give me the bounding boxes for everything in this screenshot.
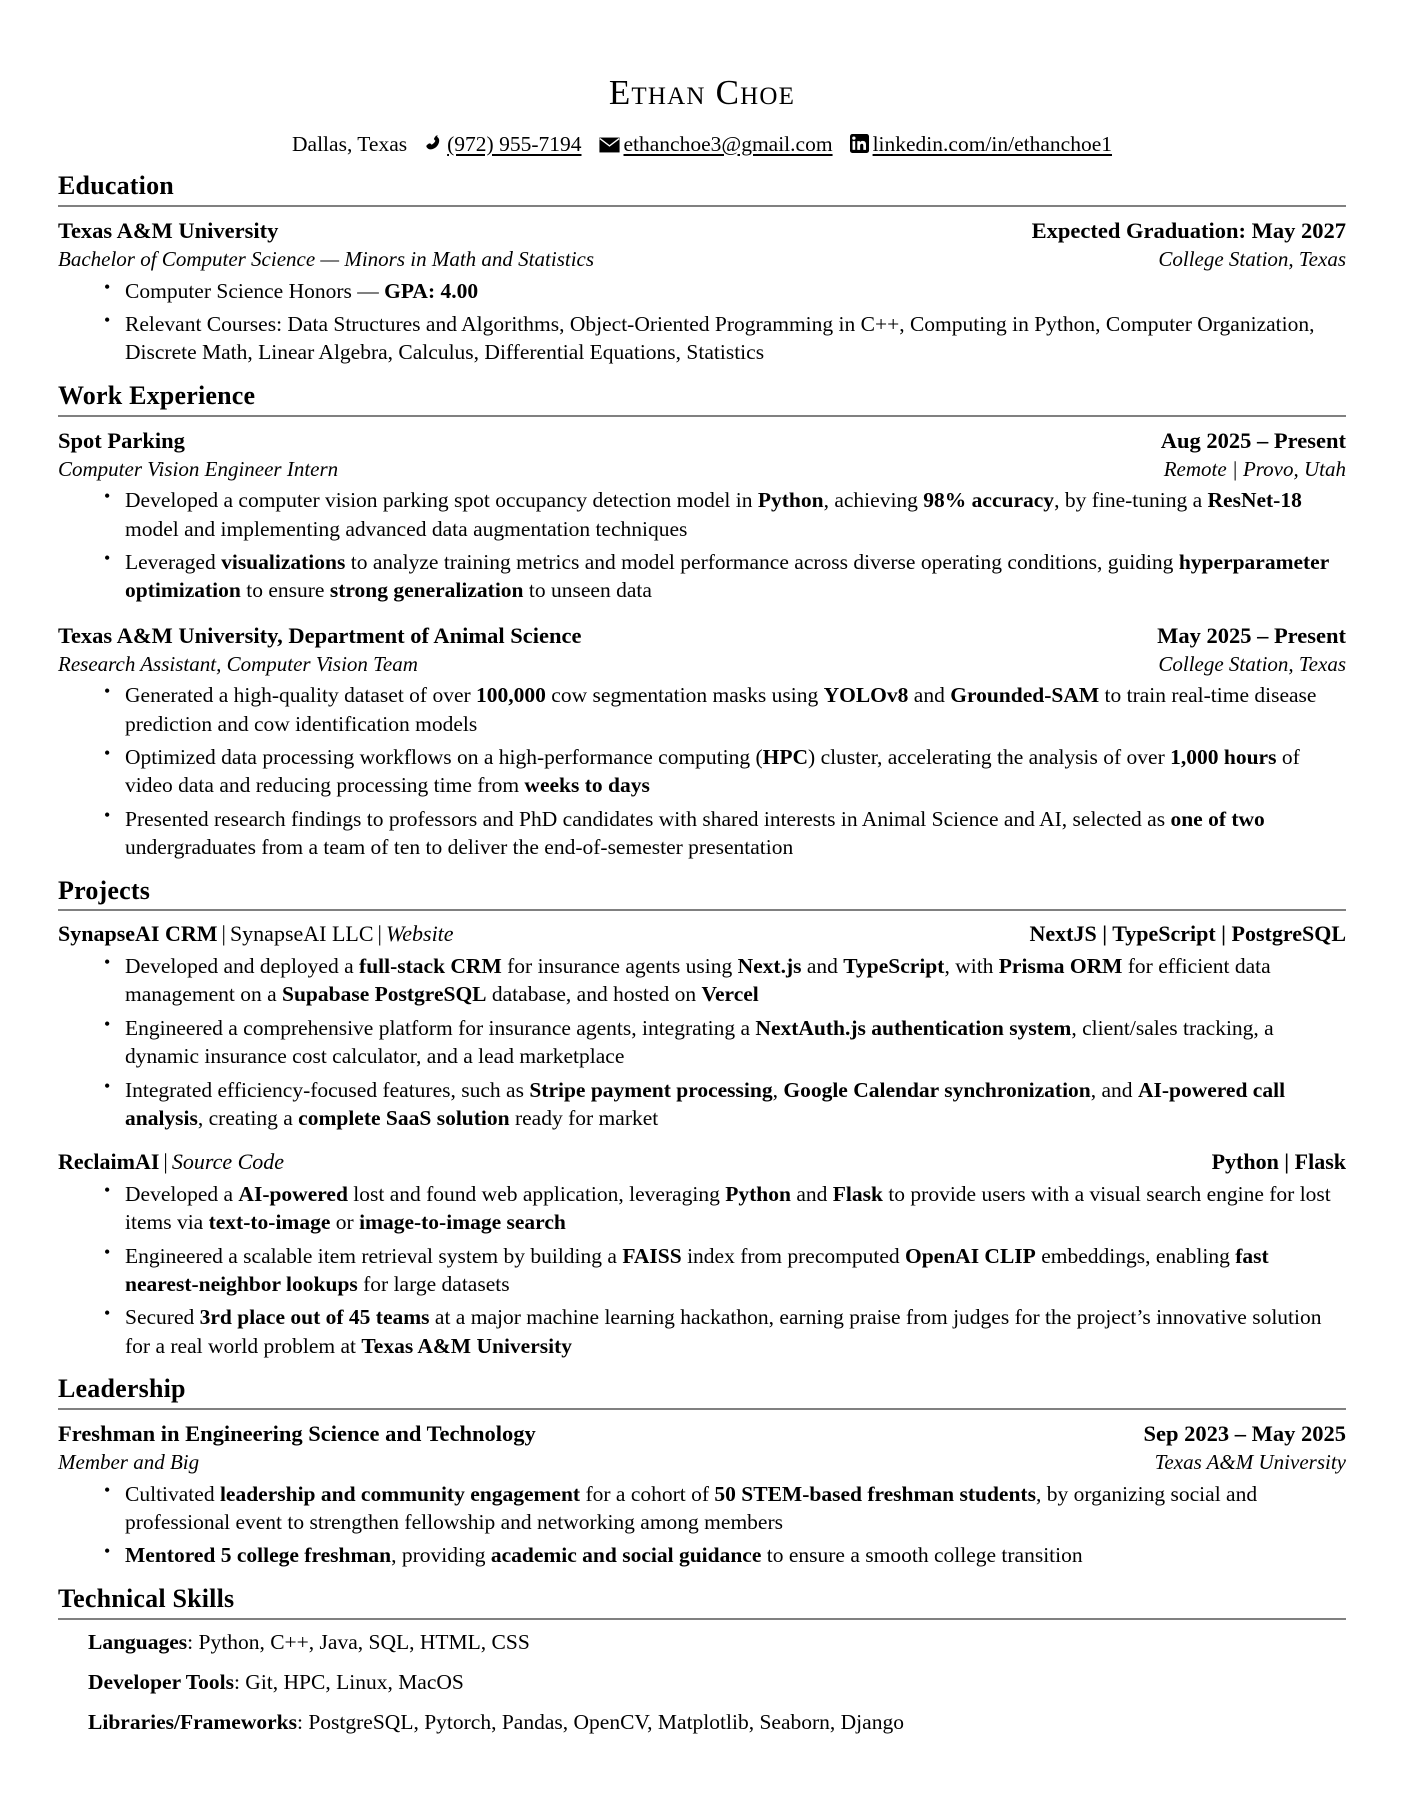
contact-line	[58, 132, 1346, 158]
work-role: Research Assistant, Computer Vision Team	[58, 652, 418, 677]
contact-location: Dallas, Texas	[292, 131, 408, 156]
entry-top-row	[58, 920, 1346, 949]
section-title-work-experience: Work Experience	[58, 380, 256, 410]
section-title-projects: Projects	[58, 875, 151, 905]
work-entry	[58, 621, 1346, 862]
section-divider	[58, 1618, 1346, 1620]
contact-email[interactable]: ethanchoe3@gmail.com	[623, 131, 833, 156]
project-name: ReclaimAI	[58, 1149, 160, 1175]
section-title-technical-skills: Technical Skills	[58, 1583, 235, 1613]
project-link[interactable]: Website	[385, 921, 454, 947]
project-org: SynapseAI LLC	[229, 921, 374, 947]
bullet-item: • Relevant Courses: Data Structures and Algorithms, Object-Oriented Programming in C++, Computing in Python, Computer Organization, Discrete Math, Linear Algebra, Calculus, Differential Equations, Statistics	[104, 310, 1346, 367]
work-bullets	[58, 681, 1346, 861]
leadership-location: Texas A&M University	[1154, 1450, 1346, 1475]
bullet-item: • Developed a AI-powered lost and found web application, leveraging Python and Flask to provide users with a visual search engine for lost items via text-to-image or image-to-image search	[104, 1180, 1346, 1237]
leadership-bullets	[58, 1480, 1346, 1570]
skill-line	[88, 1709, 1346, 1737]
section-divider	[58, 205, 1346, 207]
skill-line	[88, 1669, 1346, 1697]
section-work-experience	[58, 381, 1346, 862]
section-education	[58, 171, 1346, 367]
project-link[interactable]: Source Code	[171, 1149, 285, 1175]
work-location: College Station, Texas	[1158, 652, 1346, 677]
section-title-education: Education	[58, 171, 174, 201]
entry-sub-row	[58, 1448, 1346, 1476]
work-date: May 2025 – Present	[1157, 622, 1346, 648]
work-date: Aug 2025 – Present	[1160, 427, 1346, 453]
contact-phone[interactable]: (972) 955-7194	[447, 131, 582, 156]
separator: |	[163, 1149, 168, 1175]
bullet-item: • Presented research findings to professors and PhD candidates with shared interests in Animal Science and AI, selected as one of two undergraduates from a team of ten to deliver the end-of-semester presentation	[104, 805, 1346, 862]
section-title-leadership: Leadership	[58, 1374, 186, 1404]
work-bullets	[58, 486, 1346, 605]
section-technical-skills	[58, 1584, 1346, 1737]
work-org: Spot Parking	[58, 427, 185, 453]
bullet-item: • Integrated efficiency-focused features, such as Stripe payment processing, Google Calendar synchronization, and AI-powered call analysis, creating a complete SaaS solution ready for market	[104, 1076, 1346, 1133]
project-tech-stack: Python | Flask	[1211, 1149, 1346, 1175]
work-org: Texas A&M University, Department of Animal Science	[58, 622, 582, 648]
project-bullets	[58, 1180, 1346, 1360]
bullet-item: • Developed a computer vision parking spot occupancy detection model in Python, achieving 98% accuracy, by fine-tuning a ResNet-18 model and implementing advanced data augmentation techniques	[104, 486, 1346, 543]
education-degree: Bachelor of Computer Science — Minors in Math and Statistics	[58, 247, 595, 272]
bullet-item: • Mentored 5 college freshman, providing academic and social guidance to ensure a smooth college transition	[104, 1541, 1346, 1569]
education-location: College Station, Texas	[1158, 247, 1346, 272]
skill-values: : Git, HPC, Linux, MacOS	[233, 1669, 464, 1694]
skill-category: Languages	[88, 1629, 188, 1654]
entry-top-row	[58, 426, 1346, 455]
section-divider	[58, 1408, 1346, 1410]
skill-category: Developer Tools	[88, 1669, 234, 1694]
separator: |	[377, 921, 382, 947]
bullet-item: • Developed and deployed a full-stack CRM for insurance agents using Next.js and TypeScript, with Prisma ORM for efficient data management on a Supabase PostgreSQL database, and hosted on Vercel	[104, 952, 1346, 1009]
skill-category: Libraries/Frameworks	[88, 1709, 297, 1734]
entry-top-row	[58, 621, 1346, 650]
bullet-item: • Computer Science Honors — GPA: 4.00	[104, 277, 1346, 305]
section-leadership	[58, 1374, 1346, 1570]
bullet-item: • Generated a high-quality dataset of over 100,000 cow segmentation masks using YOLOv8 and Grounded-SAM to train real-time disease prediction and cow identification models	[104, 681, 1346, 738]
section-divider	[58, 909, 1346, 911]
leadership-entry	[58, 1419, 1346, 1570]
entry-sub-row	[58, 245, 1346, 273]
work-role: Computer Vision Engineer Intern	[58, 457, 339, 481]
skill-values: : Python, C++, Java, SQL, HTML, CSS	[187, 1629, 530, 1654]
project-name: SynapseAI CRM	[58, 921, 218, 947]
separator: |	[221, 921, 226, 947]
entry-top-row	[58, 1148, 1346, 1177]
project-entry	[58, 1148, 1346, 1360]
entry-sub-row	[58, 455, 1346, 483]
bullet-item: • Engineered a comprehensive platform for insurance agents, integrating a NextAuth.js authentication system, client/sales tracking, a dynamic insurance cost calculator, and a lead marketplace	[104, 1014, 1346, 1071]
candidate-name: Ethan Choe	[608, 73, 796, 112]
leadership-org: Freshman in Engineering Science and Technology	[58, 1421, 536, 1447]
skill-values: : PostgreSQL, Pytorch, Pandas, OpenCV, Matplotlib, Seaborn, Django	[297, 1709, 904, 1734]
skills-list	[58, 1629, 1346, 1737]
project-heading	[58, 1148, 284, 1177]
project-tech-stack: NextJS | TypeScript | PostgreSQL	[1029, 921, 1346, 947]
project-entry	[58, 920, 1346, 1132]
bullet-item: • Cultivated leadership and community engagement for a cohort of 50 STEM-based freshman students, by organizing social and professional event to strengthen fellowship and networking among members	[104, 1480, 1346, 1537]
section-divider	[58, 415, 1346, 417]
bullet-item: • Secured 3rd place out of 45 teams at a major machine learning hackathon, earning praise from judges for the project’s innovative solution for a real world problem at Texas A&M University	[104, 1303, 1346, 1360]
work-location: Remote | Provo, Utah	[1163, 457, 1346, 481]
bullet-item: • Leveraged visualizations to analyze training metrics and model performance across diverse operating conditions, guiding hyperparameter optimization to ensure strong generalization to unseen data	[104, 548, 1346, 605]
project-heading	[58, 920, 454, 949]
entry-sub-row	[58, 650, 1346, 678]
leadership-date: Sep 2023 – May 2025	[1143, 1421, 1346, 1447]
bullet-item: • Engineered a scalable item retrieval system by building a FAISS index from precomputed OpenAI CLIP embeddings, enabling fast nearest-neighbor lookups for large datasets	[104, 1242, 1346, 1299]
linkedin-icon	[850, 134, 869, 153]
work-entry	[58, 426, 1346, 605]
education-date: Expected Graduation: May 2027	[1031, 218, 1346, 244]
entry-top-row	[58, 216, 1346, 245]
envelope-icon	[599, 137, 620, 153]
entry-top-row	[58, 1419, 1346, 1448]
leadership-role: Member and Big	[58, 1450, 200, 1475]
section-projects	[58, 876, 1346, 1361]
education-bullets	[58, 277, 1346, 367]
education-entry	[58, 216, 1346, 367]
phone-icon	[424, 134, 443, 153]
education-org: Texas A&M University	[58, 218, 279, 244]
contact-linkedin[interactable]: linkedin.com/in/ethanchoe1	[872, 131, 1112, 156]
resume-header	[58, 74, 1346, 157]
bullet-item: • Optimized data processing workflows on a high-performance computing (HPC) cluster, accelerating the analysis of over 1,000 hours of video data and reducing processing time from weeks to days	[104, 743, 1346, 800]
project-bullets	[58, 952, 1346, 1132]
skill-line	[88, 1629, 1346, 1657]
